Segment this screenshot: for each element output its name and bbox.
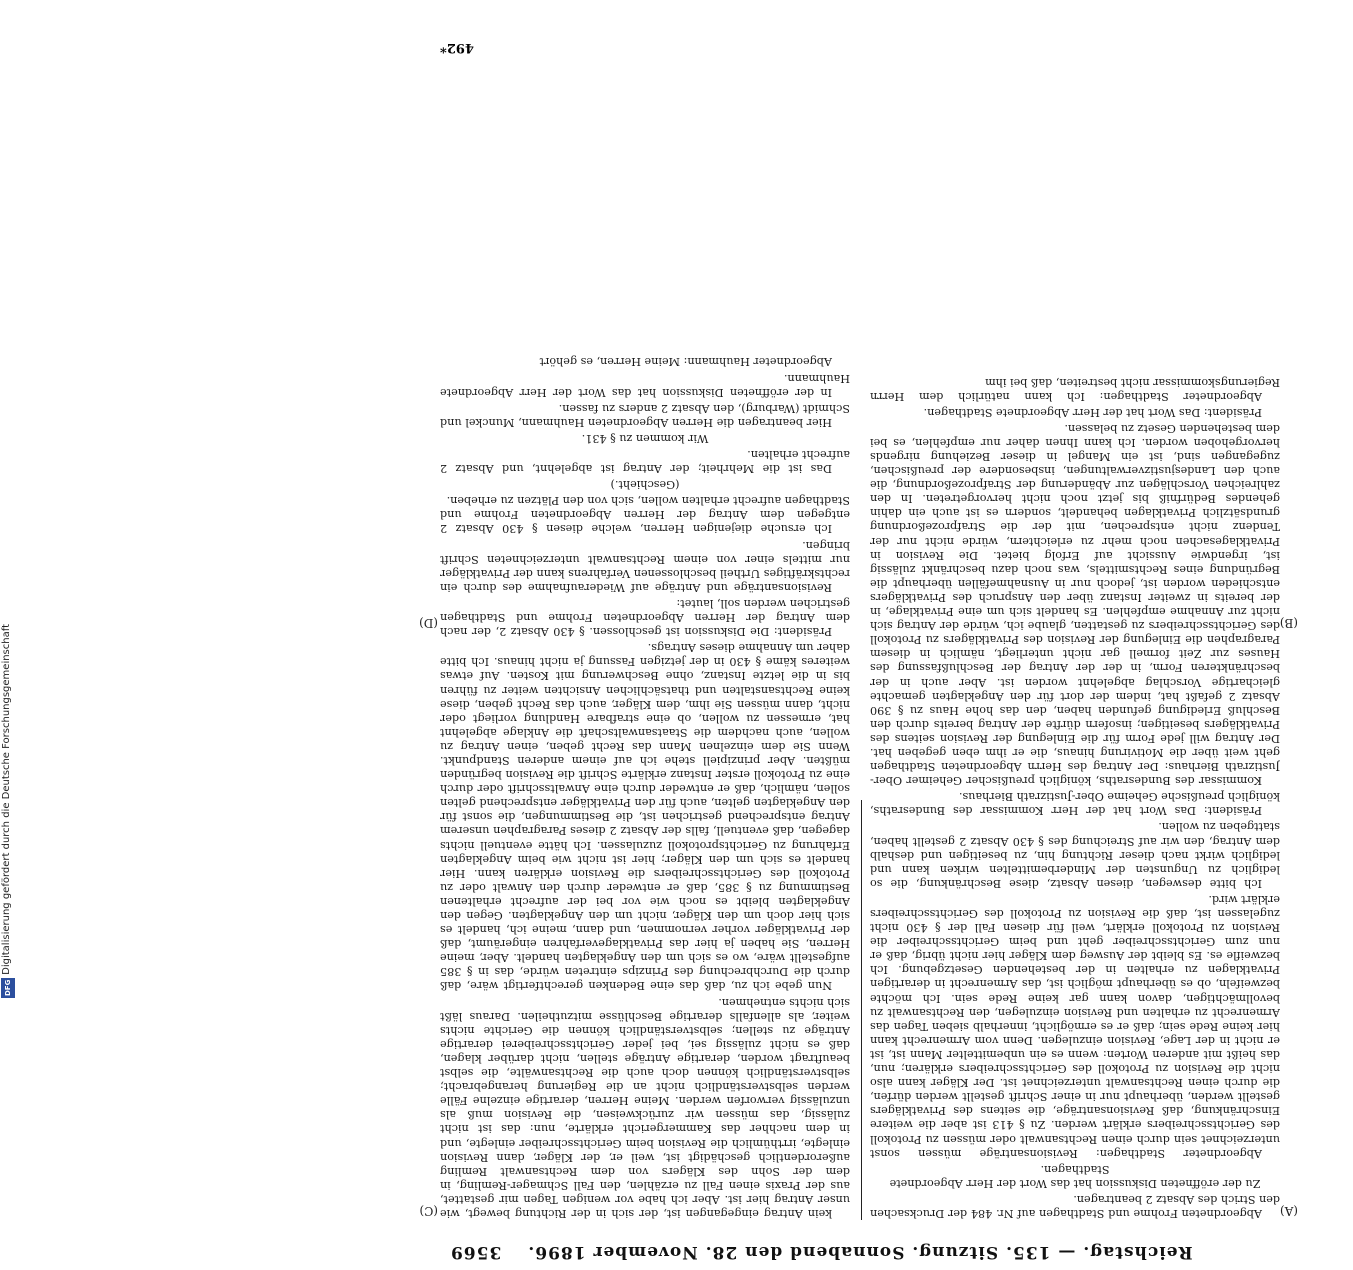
dfg-logo-icon: DFG	[1, 978, 15, 998]
right-column	[440, 50, 850, 1220]
paragraph: Abgeordneten Frohme und Stadthagen auf Nr. 484 der Drucksachen den Strich des Absatz 2 beantragen.	[870, 1192, 1280, 1220]
stage-direction: (Geschieht.)	[610, 478, 680, 492]
paragraph: Wir kommen zu § 431.	[581, 431, 709, 445]
paragraph: In der eröffneten Diskussion hat das Wort der Herr Abgeordnete Hauhmann.	[440, 371, 850, 399]
paragraph: kein Antrag eingegangen ist, der sich in der Richtung bewegt, wie unser Antrag hier ist. Aber ich habe vor wenigen Tagen mir gestattet, aus der Praxis einen Fall zu erzählen, den Fall Schmager-Remling, in dem der Sohn des Klägers von dem Rechtsanwalt Remling außerordentlich geschädigt ist, weil er, der Kläger, dann Revision einlegte, irrthümlich die Revision beim Gerichtsschreiber einlegte, und in dem nachher das Kammergericht erklärte, nun: das ist nicht zulässig, das müssen wir zurückweisen, die Revision muß als unzulässig verworfen werden. Meine Herren, derartige einzelne Fälle werden selbstverständlich nicht an die Regierung herangebracht; selbstverständlich können doch auch die Rechtsanwälte, die selbst beauftragt worden, derartige Anträge stellen, nicht darüber klagen, daß es nicht zulässig sei, bei jeder Gerichtsschreiberei derartige Anträge zu stellen; selbstverständlich können die Gerichte nichts weiter, als allenfalls derartige Beschlüsse mitzutheilen. Daraus läßt sich nichts entnehmen.	[440, 995, 850, 1220]
funding-notice: Digitalisierung gefördert durch die Deutsche Forschungsgemeinschaft	[1, 624, 12, 975]
digitization-strip	[0, 600, 18, 1000]
paragraph: Abgeordneter Hauhmann: Meine Herren, es gehört	[539, 355, 832, 369]
scanned-page	[420, 30, 1300, 1270]
margin-marker-d: (D)	[419, 616, 438, 630]
column-divider	[861, 800, 862, 1220]
paragraph: Präsident: Das Wort hat der Herr Kommissar des Bundesraths, königlich preußische Geheime Ober-Justizrath Bierhaus.	[870, 790, 1280, 818]
paragraph: Das ist die Mehrheit; der Antrag ist abgelehnt, und Absatz 2 aufrecht erhalten.	[440, 448, 850, 476]
paragraph: Zu der eröffneten Diskussion hat das Wort der Herr Abgeordnete Stadthagen.	[889, 1162, 1261, 1190]
page-content	[420, 30, 1300, 1270]
running-title: Reichstag. — 135. Sitzung. Sonnabend den 28. November 1896.	[527, 1242, 1193, 1262]
paragraph: Abgeordneter Stadthagen: Revisionsanträge müssen sonst unterzeichnet sein durch einen Rechtsanwalt oder müssen zu Protokoll des Gerichtsschreibers erklärt werden. Zu § 413 ist aber die weitere Einschränkung, daß Revisionsanträge, die seitens des Privatklägers gestellt werden, überhaupt nur in einer Schrift gestellt werden dürfen, die durch einen Rechtsanwalt unterzeichnet ist. Der Kläger kann also nicht die Revision zu Protokoll des Gerichtsschreibers erklären; nun, das heißt mit anderen Worten: wenn es ein unbemittelter Mann ist, ist er nicht in der Lage, Revision einzulegen. Denn vom Armenrecht kann hier keine Rede sein; daß er es ermöglicht, innerhalb sieben Tagen das Armenrecht zu erhalten und Revision einzulegen, den Rechtsanwalt zu bevollmächtigen, davon kann gar keine Rede sein. Ich möchte bezweifeln, ob es überhaupt möglich ist, das Armenrecht in derartigen Privatklagen zu erhalten in der bestehenden Gesetzgebung. Ich bezweifle es. Es bleibt der Ausweg dem Kläger hier nicht übrig, daß er nun zum Gerichtsschreiber geht und beim Gerichtsschreiber die Revision zu Protokoll erklärt, weil für diesen Fall der § 430 nicht zugelassen ist, daß die Revision zu Protokoll des Gerichtsschreibers erklärt wird.	[870, 892, 1280, 1160]
paragraph: Nun gebe ich zu, daß das eine Bedenken gerechtfertigt wäre, daß durch die Durchbrechung des Prinzips eintreten würde, das in § 385 aufgestellt wäre, wo es sich um den Angeklagten handelt. Aber, meine Herren, Sie haben ja hier das Privatklageverfahren eingeräumt, daß der Privatkläger vorher vernommen, und dann, meine ich, handelt es sich hier doch um den Kläger, nicht um den Angeklagten. Gegen den Angeklagten bleibt es noch wie vor bei der aufrecht erhaltenen Bestimmung zu § 385, daß er entweder durch den Anwalt oder zu Protokoll des Gerichtsschreibers die Revision erklären kann. Hier handelt es sich um den Kläger; hier ist nicht wie beim Angeklagten Erfahrung zu Gerichtsprotokoll zuzulassen. Ich hätte eventuell nichts dagegen, daß eventuell, falls der Absatz 2 dieses Paragraphen unserem Antrag entsprechend gestrichen ist, die Bestimmungen, die sonst für den Angeklagten gelten, auch für den Privatkläger entsprechend gelten sollen, nämlich, daß er entweder durch eine Anwaltsschrift oder durch eine zu Protokoll erster Instanz erklärte Schrift die Revision begründen müßten. Aber prinzipiell stehe ich auf einem anderen Standpunkt. Wenn Sie dem einzelnen Mann das Recht geben, einen Antrag zu wollen, auch nachdem die Staatsanwaltschaft die Anklage abgelehnt hat, ermessen zu wollen, ob eine strafbare Handlung vorliegt oder nicht, dann müssen Sie ihm, dem Kläger, auch das Recht geben, diese keine Rechtsanstalten und thatsächlichen Ansichten weiter zu führen bis in die letzte Instanz, ohne Beschwerung mit Kosten. Auf etwas weiteres käme § 430 in der jetzigen Fassung ja nicht hinaus. Ich bitte daher um Annahme dieses Antrags.	[440, 641, 850, 993]
left-column	[870, 50, 1280, 1220]
page-header	[450, 1232, 1270, 1262]
margin-marker-c: (C)	[419, 1204, 438, 1218]
quoted-paragraph: Revisionsanträge und Anträge auf Wiederaufnahme des durch ein rechtskräftiges Urtheil beschlossenen Verfahrens kann der Privatkläger nur mittels einer von einem Rechtsanwalt unterzeichneten Schrift bringen.	[440, 538, 850, 594]
signature-mark: 492*	[440, 40, 474, 55]
paragraph: Präsident: Das Wort hat der Herr Abgeordnete Stadthagen.	[923, 405, 1262, 419]
paragraph: Abgeordneter Stadthagen: Ich kann natürlich dem Herrn Regierungskommissar nicht bestreiten, daß bei ihm	[870, 375, 1280, 403]
margin-marker-b: (B)	[1279, 616, 1298, 630]
paragraph: Kommissar des Bundesraths, königlich preußischer Geheimer Ober-Justizrath Bierhaus: Der Antrag des Herrn Abgeordneten Stadthagen geht weit über die Motivirung hinaus, die er ihm eben gegeben hat. Der Antrag will jede Form für die Einlegung der Revision seitens des Privatklägers beseitigen; insofern dürfte der Antrag bereits durch den Beschluß Erledigung gefunden haben, den das hohe Haus zu § 390 Absatz 2 gefaßt hat, indem der dort für den Angeklagten gemachte gleichartige Vorschlag abgelehnt worden ist. Aber auch in der beschränkteren Form, in der der Antrag der Beschlußfassung des Hauses zur Zeit formell gar nicht unterliegt, nämlich in diesem Paragraphen die Einlegung der Revision des Privatklägers zu Protokoll des Gerichtsschreibers zu gestatten, glaube ich, würde der Antrag sich nicht zur Annahme empfehlen. Es handelt sich um eine Privatklage, in der bereits in zweiter Instanz über den Anspruch des Privatklägers entschieden worden ist, jedoch nur in Ausnahmefällen überhaupt die Begründung eines Rechtsmittels, was noch dazu beschränkt zulässig ist, irgendwie Aussicht auf Erfolg bietet. Die Revision in Privatklagesachen noch mehr zu erleichtern, würde nicht nur der Tendenz nicht entsprechen, mit der die Strafprozeßordnung grundsätzlich Privatklagen behandelt, sondern es ist auch ein dahin gehendes Bedürfniß bis jetzt noch nicht hervorgetreten. In den zahlreichen Vorschlägen zur Abänderung der Strafprozeßordnung, die auch den Landesjustizverwaltungen, insbesondere der preußischen, zugegangen sind, ist ein Mangel in dieser Beziehung nirgends hervorgehoben worden. Ich kann Ihnen daher nur empfehlen, es bei dem bestehenden Gesetz zu belassen.	[870, 421, 1280, 788]
page-number: 3569	[450, 1242, 502, 1262]
paragraph: Hier beantragen die Herren Abgeordneten Hauhmann, Munckel und Schmidt (Warburg), den Absatz 2 anders zu fassen.	[440, 401, 850, 429]
paragraph: Präsident: Die Diskussion ist geschlossen. § 430 Absatz 2, der nach dem Antrag der Herren Abgeordneten Frohme und Stadthagen gestrichen werden soll, lautet:	[440, 596, 850, 639]
margin-marker-a: (A)	[1279, 1204, 1298, 1218]
paragraph: Ich bitte deswegen, diesen Absatz, diese Beschränkung, die so lediglich zu Ungunsten der Minderbemittelten wirken kann und lediglich wirkt nach dieser Richtung hin, zu beseitigen und deshalb dem Antrag, den wir auf Streichung des § 430 Absatz 2 gestellt haben, stattgeben zu wollen.	[870, 820, 1280, 890]
paragraph: Ich ersuche diejenigen Herren, welche diesen § 430 Absatz 2 entgegen dem Antrag der Herren Abgeordneten Frohme und Stadthagen aufrecht erhalten wollen, sich von den Plätzen zu erheben.	[440, 494, 850, 536]
